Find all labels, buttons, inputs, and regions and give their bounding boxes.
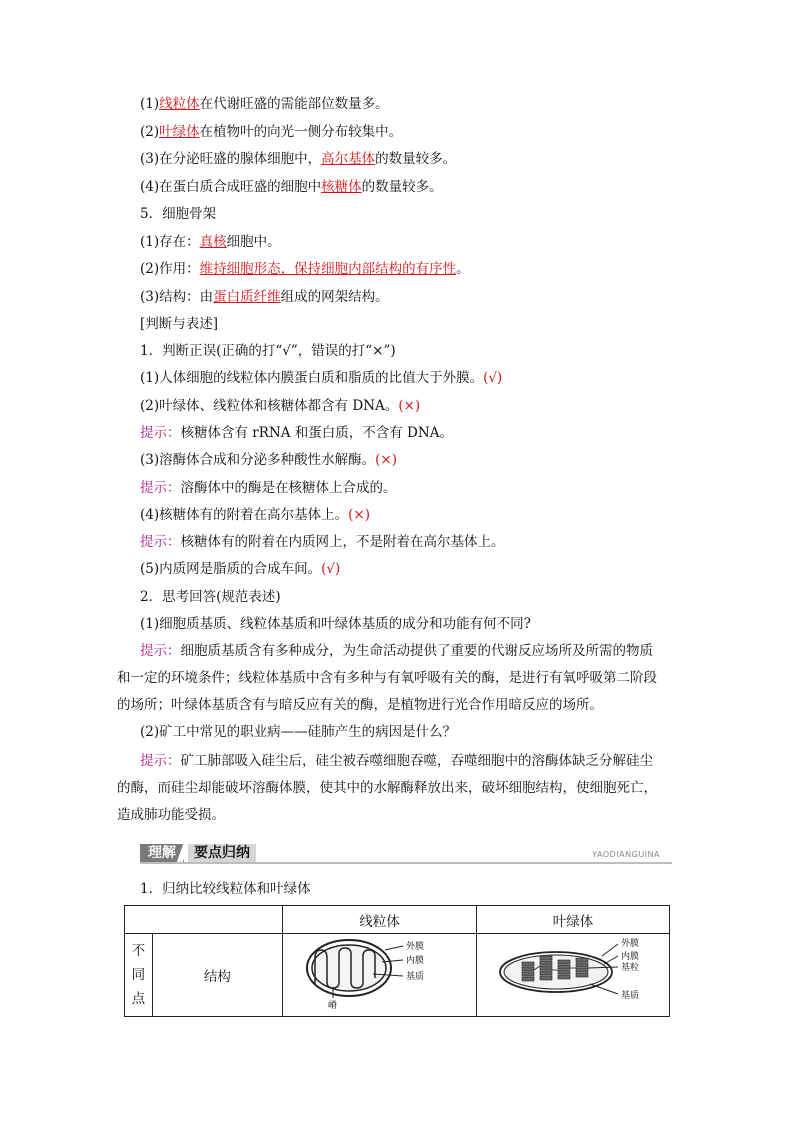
chloro-label-stroma: 基质 — [621, 991, 640, 1001]
think-answer-2-line-2: 的酶，而硅尘却能破坏溶酶体膜，使其中的水解酶释放出来，破坏细胞结构，使细胞死亡， — [117, 780, 657, 796]
answer-blank: 高尔基体 — [321, 151, 376, 167]
point-num: (4) — [140, 179, 160, 195]
judge-item-5 — [140, 559, 340, 579]
point-text: 在分泌旺盛的腺体细胞中， — [159, 151, 322, 167]
point-text: 组成的网架结构。 — [280, 289, 389, 305]
chloro-label-granum: 基粒 — [621, 963, 640, 973]
mito-label-crista: 嵴 — [327, 1001, 337, 1011]
cytoskeleton-heading: 5．细胞骨架 — [140, 206, 217, 222]
point-text: 的数量较多。 — [375, 151, 457, 167]
judge-item-3 — [140, 450, 397, 470]
chloro-inner-membrane — [504, 955, 608, 989]
banner-title: 要点归纳 — [188, 844, 256, 862]
point-num: (1) — [140, 96, 160, 112]
mitochondria-diagram-cell — [283, 934, 477, 1017]
granum-disc — [522, 962, 534, 966]
table-row-structure — [125, 934, 670, 1017]
point-text: 作用： — [159, 261, 200, 277]
answer-blank: 核糖体 — [321, 179, 362, 195]
granum-disc — [576, 963, 588, 967]
judge-text: (3)溶酶体合成和分泌多种酸性水解酶。 — [140, 452, 376, 468]
table-header-row — [125, 906, 670, 934]
point-text: 存在： — [159, 234, 200, 250]
judge-text: (5)内质网是脂质的合成车间。 — [140, 561, 322, 577]
point-num: (2) — [140, 261, 160, 277]
think-question-2: (2)矿工中常见的职业病——硅肺产生的病因是什么？ — [140, 724, 457, 740]
judge-task: 1．判断正误(正确的打“√”，错误的打“×”) — [140, 343, 396, 359]
granum-disc — [540, 976, 552, 980]
point-2 — [140, 122, 402, 142]
chloroplast-diagram-cell — [477, 934, 670, 1017]
think-task: 2．思考回答(规范表述) — [140, 589, 281, 605]
leader-line — [602, 944, 618, 956]
point-1 — [140, 94, 389, 114]
row-group-char: 点 — [131, 991, 146, 1007]
comparison-table — [124, 905, 670, 1017]
think-answer-2-line-1 — [140, 751, 653, 771]
leader-line — [590, 984, 618, 994]
think-answer-1-line-2: 和一定的环境条件；线粒体基质中含有多种与有氧呼吸有关的酶，是进行有氧呼吸第二阶段 — [117, 670, 657, 686]
judge-item-2 — [140, 396, 420, 416]
point-num: (3) — [140, 151, 160, 167]
judge-mark: (×) — [375, 452, 397, 468]
granum-disc — [540, 961, 552, 965]
answer-text: 矿工肺部吸入硅尘后，硅尘被吞噬细胞吞噬，吞噬细胞中的溶酶体缺乏分解硅尘 — [180, 753, 653, 769]
section-banner — [140, 842, 672, 864]
granum-disc — [576, 973, 588, 977]
point-3 — [140, 149, 456, 169]
point-text: 在代谢旺盛的需能部位数量多。 — [199, 96, 389, 112]
granum-disc — [576, 968, 588, 972]
judge-item-4 — [140, 505, 370, 525]
chloro-label-inner: 内膜 — [621, 952, 640, 962]
leader-line — [604, 956, 618, 964]
point-num: (1) — [140, 234, 160, 250]
answer-blank: 真核 — [199, 234, 227, 250]
hint-label: 提示： — [140, 480, 181, 496]
granum-disc — [540, 956, 552, 960]
judge-item-1 — [140, 368, 502, 388]
header-chloroplast: 叶绿体 — [477, 906, 670, 934]
judge-hint-3 — [140, 478, 397, 498]
granum-disc — [540, 966, 552, 970]
chloroplast-diagram — [478, 934, 668, 1012]
think-answer-1-line-1 — [140, 641, 653, 661]
row-group-label — [125, 934, 153, 1017]
judge-mark: (√) — [321, 561, 341, 577]
judge-mark: (√) — [483, 370, 503, 386]
judge-mark: (×) — [348, 507, 370, 523]
point-text: 。 — [456, 261, 470, 277]
cytoskeleton-function — [140, 259, 470, 279]
mitochondria-diagram — [285, 934, 475, 1012]
granum-disc — [558, 960, 570, 964]
judge-text: (2)叶绿体、线粒体和核糖体都含有 DNA。 — [140, 398, 399, 414]
answer-blank: 线粒体 — [159, 96, 200, 112]
row-label-structure: 结构 — [152, 934, 282, 1017]
hint-text: 核糖体含有 rRNA 和蛋白质，不含有 DNA。 — [180, 425, 453, 441]
point-num: (3) — [140, 289, 160, 305]
answer-blank: 叶绿体 — [159, 124, 200, 140]
banner-rule — [140, 862, 672, 864]
summary-heading: 1．归纳比较线粒体和叶绿体 — [140, 881, 311, 897]
granum-disc — [558, 970, 570, 974]
leader-line — [385, 946, 403, 950]
banner-pinyin: YAODIANGUINA — [592, 850, 660, 859]
hint-label: 提示： — [140, 753, 181, 769]
think-answer-2-line-3: 造成肺功能受损。 — [117, 807, 225, 823]
judge-text: (4)核糖体有的附着在高尔基体上。 — [140, 507, 349, 523]
granum-disc — [540, 971, 552, 975]
answer-blank: 蛋白质纤维 — [213, 289, 281, 305]
chloro-label-outer: 外膜 — [621, 939, 640, 949]
point-text: 在植物叶的向光一侧分布较集中。 — [199, 124, 403, 140]
granum-disc — [522, 972, 534, 976]
mito-label-matrix: 基质 — [405, 972, 424, 982]
hint-label: 提示： — [140, 643, 181, 659]
hint-label: 提示： — [140, 534, 181, 550]
granum-disc — [558, 975, 570, 979]
hint-label: 提示： — [140, 425, 181, 441]
cytoskeleton-structure — [140, 287, 389, 307]
hint-text: 溶酶体中的酶是在核糖体上合成的。 — [180, 480, 397, 496]
judge-mark: (×) — [398, 398, 421, 414]
answer-blank: 维持细胞形态，保持细胞内部结构的有序性 — [199, 261, 457, 277]
granum-disc — [576, 958, 588, 962]
point-text: 在蛋白质合成旺盛的细胞中 — [159, 179, 322, 195]
point-text: 结构：由 — [159, 289, 214, 305]
answer-text: 细胞质基质含有多种成分，为生命活动提供了重要的代谢反应场所及所需的物质 — [180, 643, 653, 659]
banner-tag: 理解 — [140, 844, 184, 862]
point-text: 细胞中。 — [226, 234, 281, 250]
judge-text: (1)人体细胞的线粒体内膜蛋白质和脂质的比值大于外膜。 — [140, 370, 484, 386]
judge-hint-2 — [140, 423, 453, 443]
point-num: (2) — [140, 124, 160, 140]
point-text: 的数量较多。 — [361, 179, 443, 195]
judge-hint-4 — [140, 532, 505, 552]
row-group-char: 同 — [131, 967, 146, 983]
table-corner-cell — [125, 906, 283, 934]
cytoskeleton-exist — [140, 232, 281, 252]
mito-label-inner: 内膜 — [405, 956, 424, 966]
row-group-char: 不 — [131, 943, 146, 959]
hint-text: 核糖体有的附着在内质网上，不是附着在高尔基体上。 — [180, 534, 505, 550]
granum-disc — [522, 977, 534, 981]
judge-heading: [判断与表述] — [140, 316, 219, 332]
granum-disc — [558, 965, 570, 969]
mito-label-outer: 外膜 — [405, 942, 424, 952]
header-mitochondria: 线粒体 — [283, 906, 477, 934]
granum-disc — [522, 967, 534, 971]
point-4 — [140, 177, 443, 197]
think-answer-1-line-3: 的场所；叶绿体基质含有与暗反应有关的酶，是植物进行光合作用暗反应的场所。 — [117, 697, 603, 713]
think-question-1: (1)细胞质基质、线粒体基质和叶绿体基质的成分和功能有何不同? — [140, 616, 531, 632]
